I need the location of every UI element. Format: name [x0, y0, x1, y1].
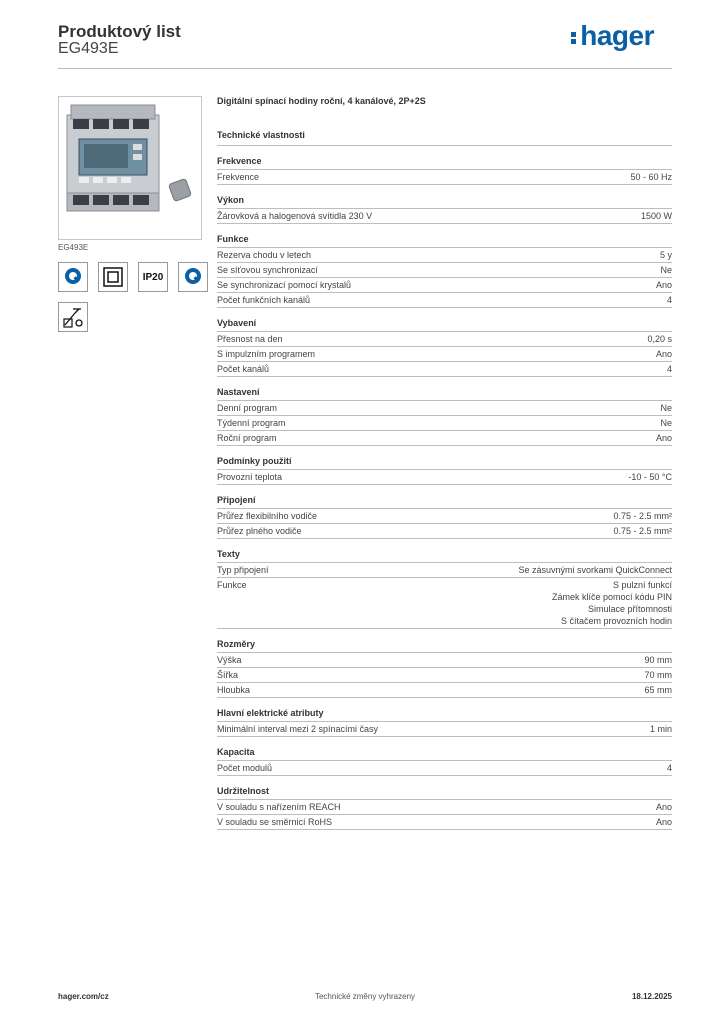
spec-value: 90 mm — [644, 655, 672, 665]
spec-section — [217, 747, 672, 776]
spec-label: Počet modulů — [217, 763, 273, 773]
wiring-symbol-icon — [58, 302, 88, 332]
product-code: EG493E — [58, 40, 119, 57]
spec-label: Počet funkčních kanálů — [217, 295, 311, 305]
product-description: Digitální spínací hodiny roční, 4 kanálové, 2P+2S — [217, 96, 426, 106]
double-insulation-icon — [98, 262, 128, 292]
spec-label: V souladu s nařízením REACH — [217, 802, 341, 812]
spec-label: Šířka — [217, 670, 239, 680]
spec-value: 65 mm — [644, 685, 672, 695]
ip-rating-badge: IP20 — [138, 262, 168, 292]
section-title: Udržitelnost — [217, 786, 672, 800]
spec-section — [217, 234, 672, 308]
spec-value: Ano — [655, 802, 672, 812]
spec-row — [217, 800, 672, 815]
technical-content — [217, 96, 672, 830]
section-title: Kapacita — [217, 747, 672, 761]
product-image — [58, 96, 202, 240]
spec-label: Počet kanálů — [217, 364, 270, 374]
spec-section — [217, 156, 672, 185]
spec-row — [217, 761, 672, 776]
spec-value: 1 min — [649, 724, 672, 734]
spec-value: 4 — [666, 295, 672, 305]
section-title: Připojení — [217, 495, 672, 509]
section-title: Texty — [217, 549, 672, 563]
spec-section — [217, 639, 672, 698]
spec-row — [217, 209, 672, 224]
spec-label: Výška — [217, 655, 242, 665]
spec-label: Hloubka — [217, 685, 251, 695]
spec-label: Přesnost na den — [217, 334, 283, 344]
spec-row — [217, 170, 672, 185]
spec-value: 0.75 - 2.5 mm² — [613, 511, 672, 521]
certification-icons — [58, 262, 208, 292]
spec-row — [217, 509, 672, 524]
spec-label: Průřez plného vodiče — [217, 526, 302, 536]
spec-row — [217, 683, 672, 698]
spec-label: Se synchronizací pomocí krystalů — [217, 280, 352, 290]
spec-label: V souladu se směrnicí RoHS — [217, 817, 333, 827]
page-header — [58, 20, 672, 69]
spec-label: Typ připojení — [217, 565, 269, 575]
logo-dots-icon — [571, 30, 578, 46]
spec-value: 5 y — [659, 250, 672, 260]
spec-row — [217, 578, 672, 629]
spec-value: Ne — [660, 418, 672, 428]
spec-label: S impulzním programem — [217, 349, 316, 359]
spec-section — [217, 786, 672, 830]
spec-section — [217, 708, 672, 737]
spec-section — [217, 549, 672, 629]
hager-logo: hager — [571, 20, 654, 52]
spec-label: Funkce — [217, 580, 247, 590]
spec-row — [217, 416, 672, 431]
spec-value: Se zásuvnými svorkami QuickConnect — [518, 565, 672, 575]
spec-row — [217, 332, 672, 347]
spec-label: Týdenní program — [217, 418, 286, 428]
spec-value: Ano — [655, 817, 672, 827]
section-title: Rozměry — [217, 639, 672, 653]
spec-row — [217, 668, 672, 683]
spec-label: Provozní teplota — [217, 472, 283, 482]
spec-value-line: S pulzní funkcí — [612, 580, 672, 590]
spec-value: 0,20 s — [647, 334, 672, 344]
spec-value: Ano — [655, 280, 672, 290]
spec-label: Se síťovou synchronizací — [217, 265, 318, 275]
spec-row — [217, 293, 672, 308]
spec-value: 4 — [666, 364, 672, 374]
spec-value: Ne — [660, 265, 672, 275]
spec-label: Denní program — [217, 403, 278, 413]
spec-label: Rezerva chodu v letech — [217, 250, 312, 260]
technical-title: Technické vlastnosti — [217, 130, 672, 146]
section-title: Nastavení — [217, 387, 672, 401]
spec-value: -10 - 50 °C — [628, 472, 672, 482]
footer-date: 18.12.2025 — [631, 992, 672, 1001]
spec-value: 70 mm — [644, 670, 672, 680]
spec-value: 4 — [666, 763, 672, 773]
spec-value: 1500 W — [640, 211, 672, 221]
spec-section — [217, 195, 672, 224]
spec-label: Minimální interval mezi 2 spínacími časy — [217, 724, 379, 734]
spec-value: 0.75 - 2.5 mm² — [613, 526, 672, 536]
section-title: Frekvence — [217, 156, 672, 170]
section-title: Podmínky použití — [217, 456, 672, 470]
page-title: Produktový list — [58, 22, 181, 41]
spec-row — [217, 401, 672, 416]
spec-label: Průřez flexibilního vodiče — [217, 511, 318, 521]
spec-sections — [217, 156, 672, 830]
spec-section — [217, 495, 672, 539]
section-title: Hlavní elektrické atributy — [217, 708, 672, 722]
section-title: Vybavení — [217, 318, 672, 332]
section-title: Výkon — [217, 195, 672, 209]
spec-label: Frekvence — [217, 172, 260, 182]
spec-row — [217, 431, 672, 446]
spec-value-line: Simulace přítomnosti — [587, 604, 672, 614]
image-caption: EG493E — [58, 243, 89, 252]
quickconnect-icon-2 — [178, 262, 208, 292]
spec-row — [217, 248, 672, 263]
spec-value — [552, 579, 672, 627]
spec-row — [217, 653, 672, 668]
spec-row — [217, 524, 672, 539]
spec-label: Žárovková a halogenová svítidla 230 V — [217, 211, 373, 221]
spec-row — [217, 722, 672, 737]
time-switch-device-icon — [59, 97, 201, 239]
spec-row — [217, 362, 672, 377]
spec-label: Roční program — [217, 433, 277, 443]
spec-section — [217, 387, 672, 446]
spec-row — [217, 470, 672, 485]
spec-section — [217, 456, 672, 485]
spec-value: Ano — [655, 349, 672, 359]
footer-note: Technické změny vyhrazeny — [314, 992, 416, 1001]
spec-value-line: S čítačem provozních hodin — [560, 616, 672, 626]
spec-row — [217, 347, 672, 362]
footer-website: hager.com/cz — [58, 992, 109, 1001]
spec-row — [217, 815, 672, 830]
spec-row — [217, 263, 672, 278]
spec-value: Ne — [660, 403, 672, 413]
spec-row — [217, 278, 672, 293]
section-title: Funkce — [217, 234, 672, 248]
spec-value-line: Zámek klíče pomocí kódu PIN — [551, 592, 672, 602]
spec-value: Ano — [655, 433, 672, 443]
spec-value: 50 - 60 Hz — [630, 172, 672, 182]
spec-section — [217, 318, 672, 377]
spec-row — [217, 563, 672, 578]
quickconnect-icon — [58, 262, 88, 292]
